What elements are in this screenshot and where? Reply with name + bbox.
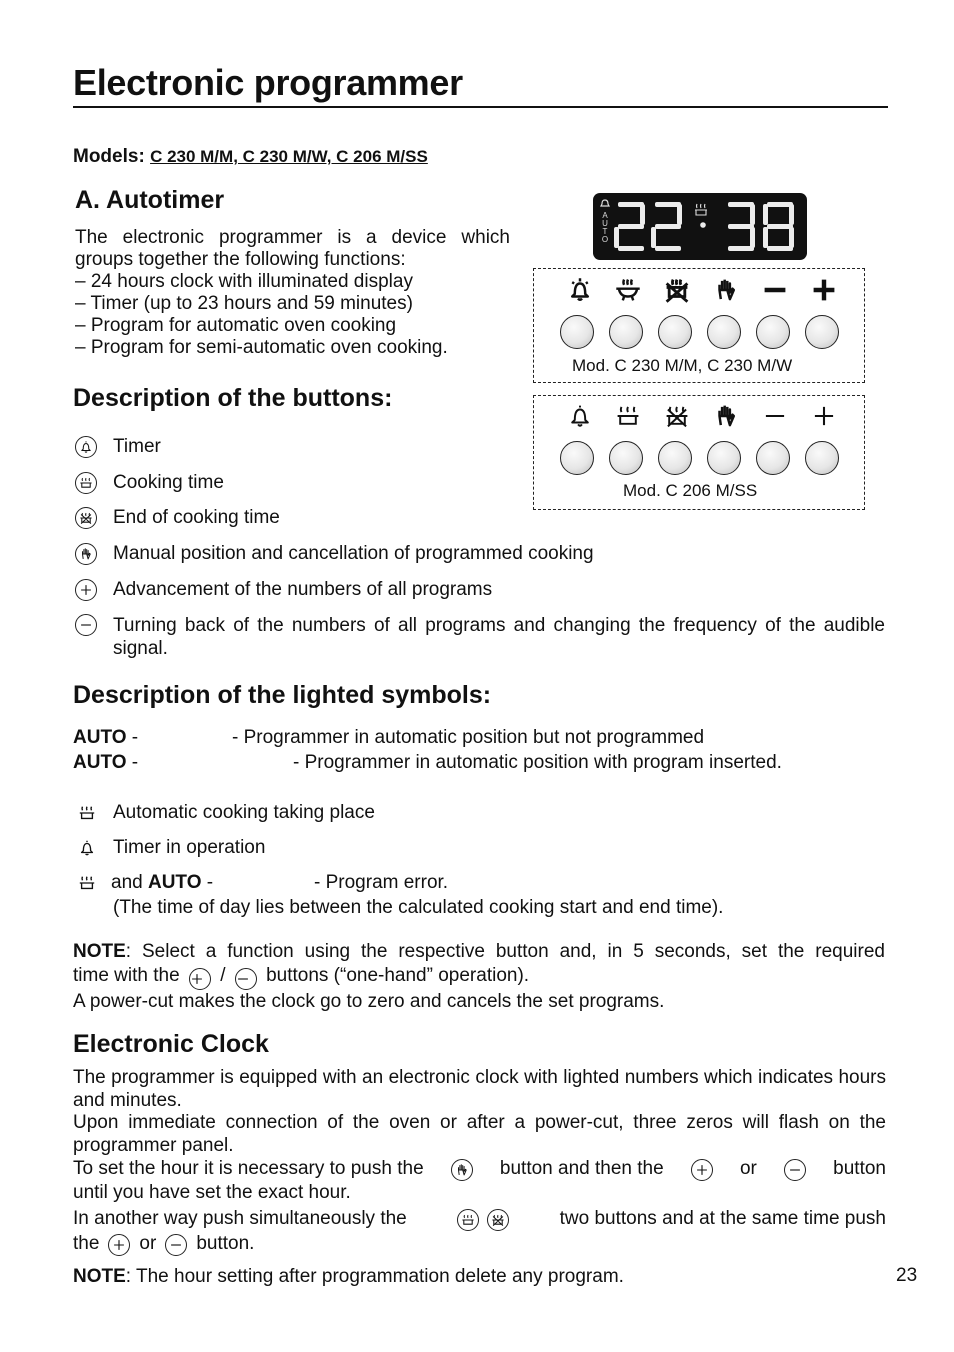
cooking-time-button[interactable] <box>609 315 643 349</box>
plus-icon <box>108 1234 130 1256</box>
function-item: – 24 hours clock with illuminated display <box>75 271 413 292</box>
plus-icon <box>809 403 839 429</box>
programmer-display <box>593 193 807 260</box>
bell-icon <box>75 436 97 458</box>
autotimer-intro <box>75 227 510 359</box>
hand-icon <box>711 403 741 429</box>
end-cooking-icon <box>487 1209 509 1231</box>
pot-icon <box>457 1209 479 1231</box>
timer-button[interactable] <box>560 441 594 475</box>
plus-button[interactable] <box>805 315 839 349</box>
panel-caption: Mod. C 230 M/M, C 230 M/W <box>572 356 793 375</box>
hand-icon <box>75 543 97 565</box>
pot-icon <box>613 403 643 429</box>
plus-icon <box>691 1159 713 1181</box>
page-title: Electronic programmer <box>73 62 463 103</box>
pot-icon <box>78 804 96 822</box>
intro-text: The electronic programmer is a device which groups together the following functions: <box>75 227 510 270</box>
clock-text: The programmer is equipped with an electronic clock with lighted numbers which indicates hours and minutes. Upon immediate connection of the oven or after a power-cut, three zeros will flash on the programmer panel. To set the hour it is necessary to push the button and then the or button until you have set the exact hour. In another way push simultaneously the two buttons and at the same time push the or button. <box>73 1067 886 1255</box>
minus-icon <box>165 1234 187 1256</box>
buttons-heading: Description of the buttons: <box>73 384 393 412</box>
autotimer-heading: A. Autotimer <box>75 186 225 214</box>
page-number: 23 <box>896 1265 918 1286</box>
title-rule <box>73 106 888 108</box>
auto-indicator <box>602 211 608 244</box>
minus-button[interactable] <box>756 441 790 475</box>
plus-icon <box>189 968 211 990</box>
bell-icon <box>565 403 595 429</box>
models-label: Models: <box>73 146 145 167</box>
plus-icon <box>809 277 839 303</box>
panel-c206 <box>533 395 865 510</box>
clock-heading: Electronic Clock <box>73 1030 269 1058</box>
pot-icon <box>613 277 643 303</box>
end-cooking-icon <box>662 277 692 303</box>
minus-icon <box>760 277 790 303</box>
pot-icon <box>75 472 97 494</box>
models-value: C 230 M/M, C 230 M/W, C 206 M/SS <box>150 147 428 166</box>
bell-icon <box>78 839 96 857</box>
pot-icon <box>78 874 96 892</box>
auto-row-2: AUTO - - Programmer in automatic position with program inserted. <box>73 752 782 773</box>
function-item: – Program for semi-automatic oven cooking. <box>75 337 448 358</box>
cooking-time-button[interactable] <box>609 441 643 475</box>
manual-button[interactable] <box>707 315 741 349</box>
end-cooking-icon <box>662 403 692 429</box>
lighted-heading: Description of the lighted symbols: <box>73 681 492 709</box>
svg-text:AUTO: A U T O <box>601 211 609 244</box>
note-hour-setting: NOTE: The hour setting after programmation delete any program. <box>73 1266 624 1287</box>
bell-icon <box>565 277 595 303</box>
models-line <box>73 146 446 168</box>
minus-icon <box>75 614 97 636</box>
hand-icon <box>711 277 741 303</box>
function-item: – Timer (up to 23 hours and 59 minutes) <box>75 293 413 314</box>
minus-icon <box>235 968 257 990</box>
manual-button[interactable] <box>707 441 741 475</box>
panel-caption: Mod. C 206 M/SS <box>623 481 758 500</box>
function-item: – Program for automatic oven cooking <box>75 315 397 336</box>
timer-button[interactable] <box>560 315 594 349</box>
note-one-hand: NOTE: Select a function using the respective button and, in 5 seconds, set the required time with the / buttons (“one-hand” operation). A power-cut makes the clock go to zero and cancels the set programs. <box>73 941 885 1012</box>
auto-row-1: AUTO - - Programmer in automatic position but not programmed <box>73 727 705 748</box>
panel-c230 <box>533 268 865 383</box>
minus-button[interactable] <box>756 315 790 349</box>
minus-icon <box>784 1159 806 1181</box>
end-cooking-icon <box>75 507 97 529</box>
plus-icon <box>75 579 97 601</box>
plus-button[interactable] <box>805 441 839 475</box>
minus-icon <box>760 403 790 429</box>
end-cooking-button[interactable] <box>658 315 692 349</box>
hand-icon <box>451 1159 473 1181</box>
end-cooking-button[interactable] <box>658 441 692 475</box>
